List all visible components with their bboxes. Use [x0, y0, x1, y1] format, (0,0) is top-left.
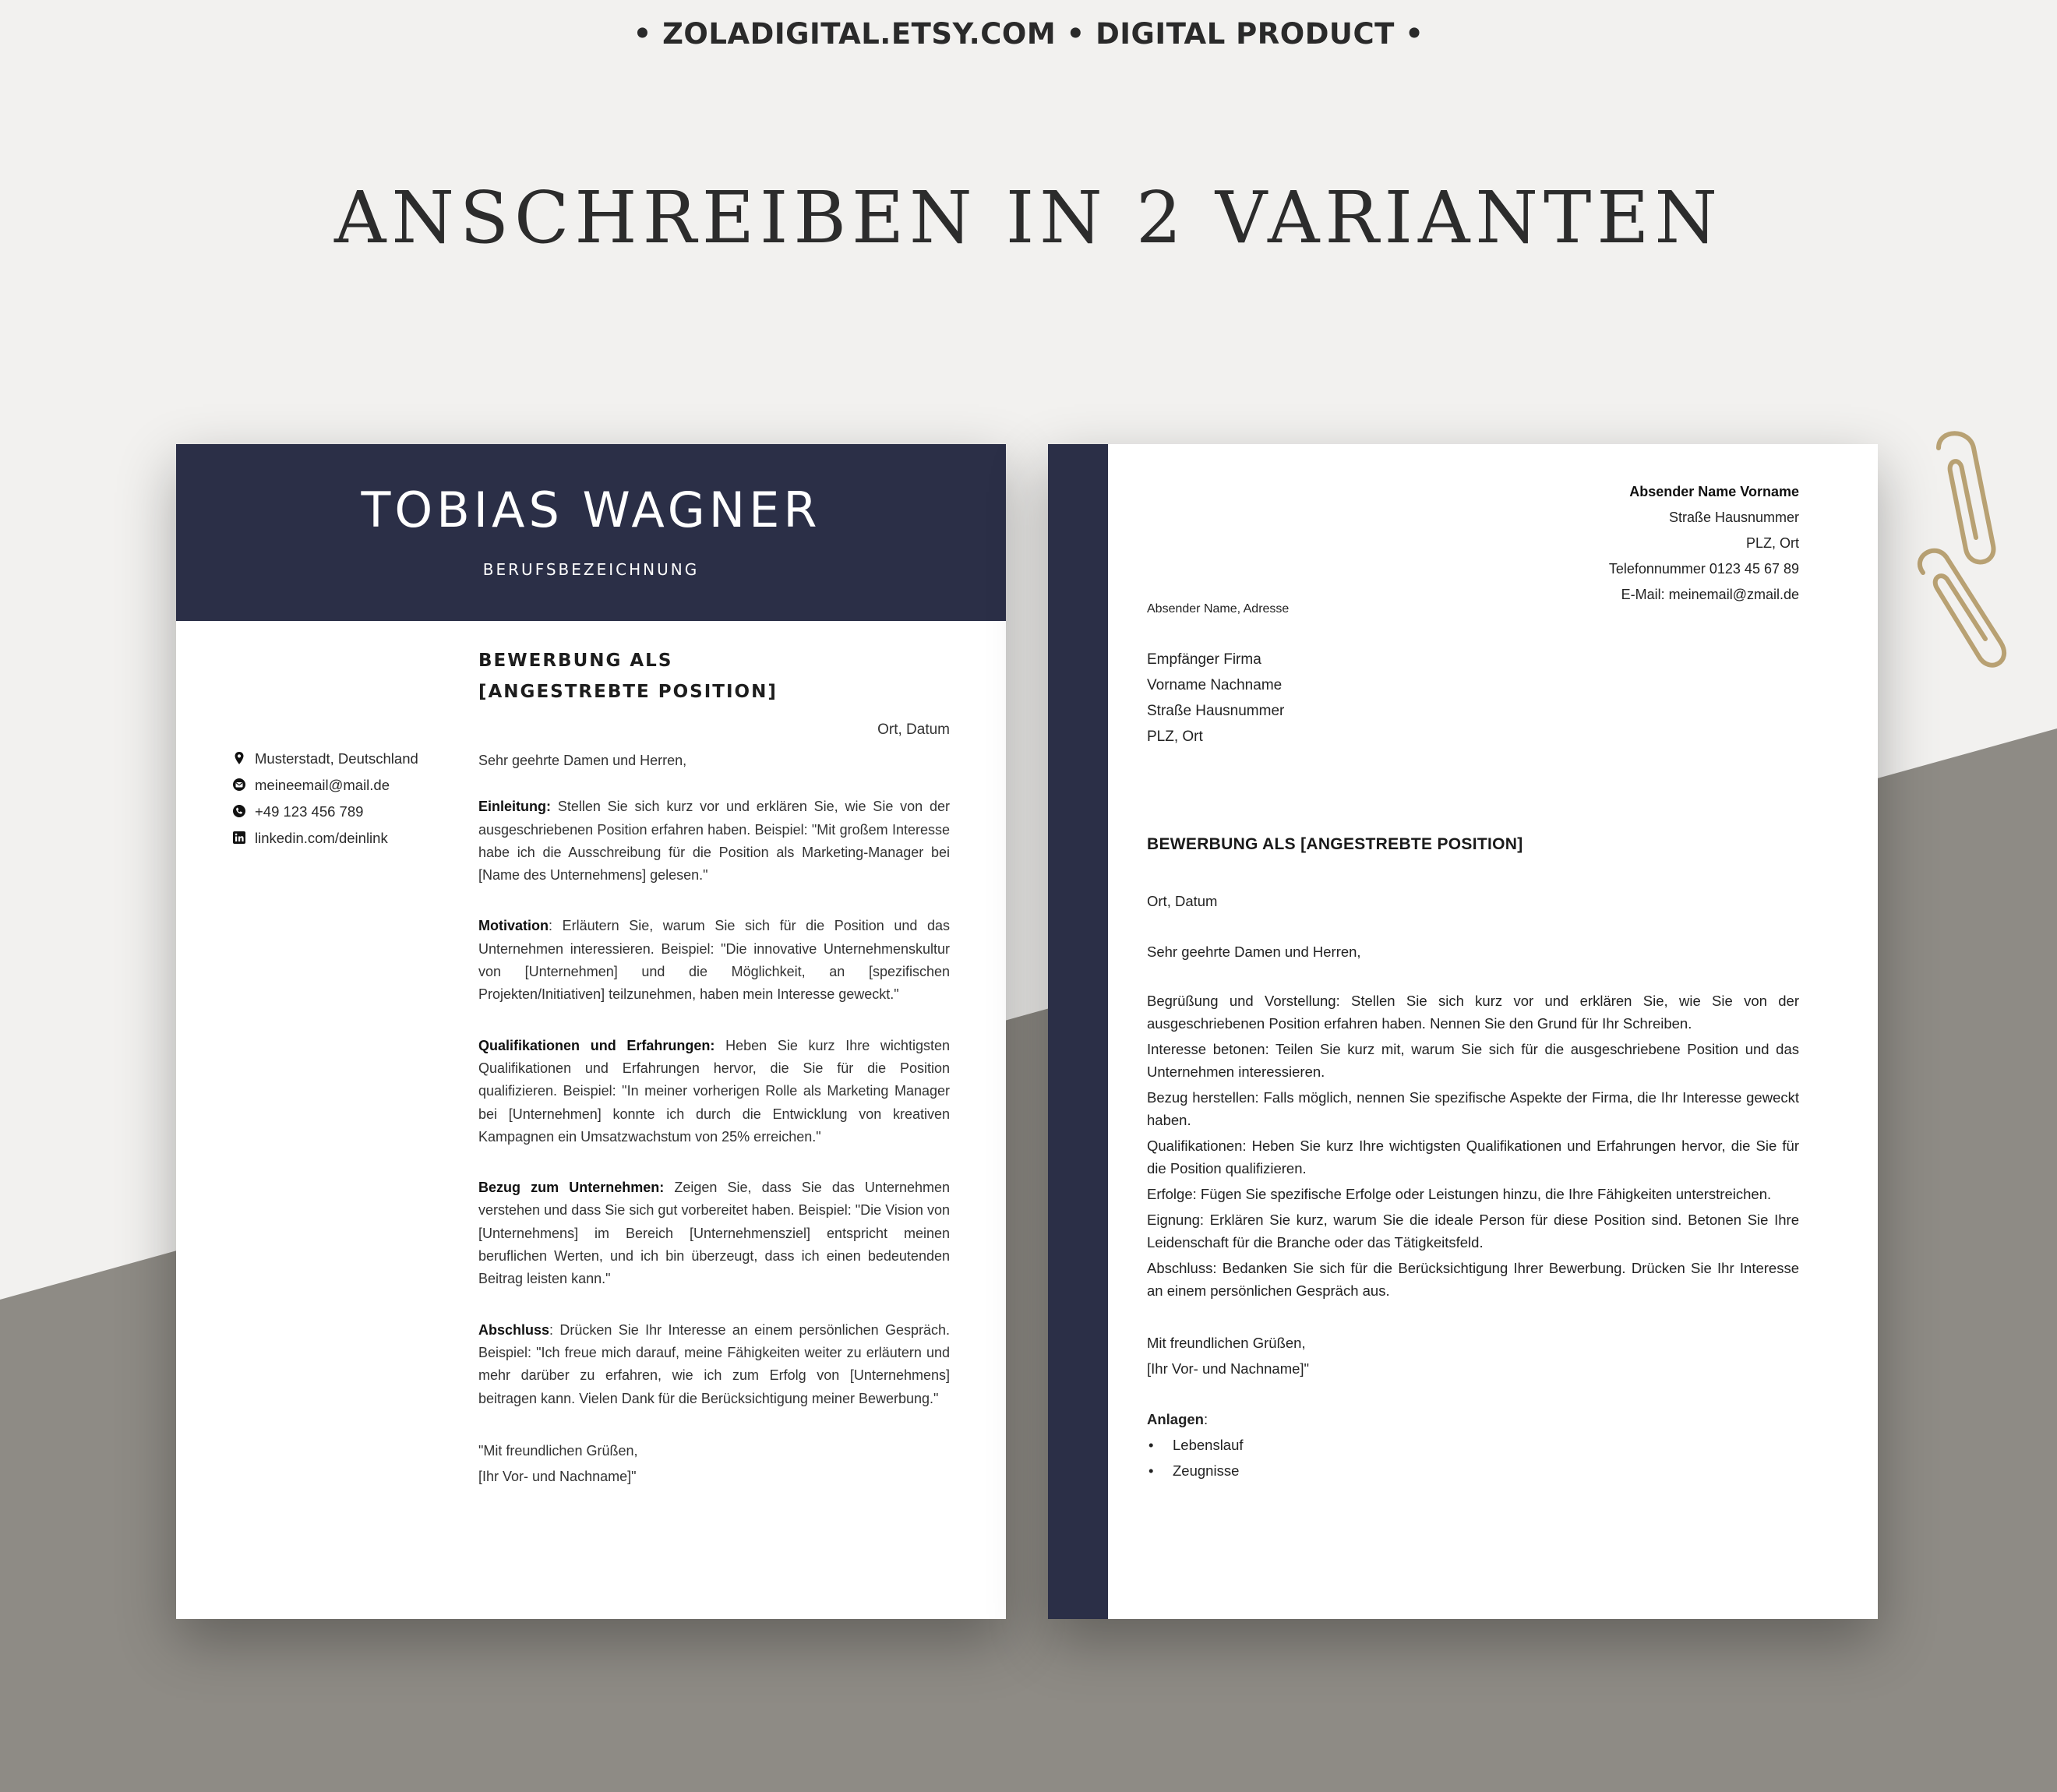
- recipient-street: Straße Hausnummer: [1147, 703, 1285, 719]
- shop-tagline: • ZOLADIGITAL.ETSY.COM • DIGITAL PRODUCT •: [633, 17, 1424, 51]
- sender-city: PLZ, Ort: [1745, 535, 1799, 551]
- contact-linkedin-text: linkedin.com/deinlink: [255, 830, 388, 846]
- paragraph-introduction: Begrüßung und Vorstellung: Stellen Sie sich kurz vor und erklären Sie, wie Sie von der ausgeschriebenen Position erfahren haben. Nennen Sie den Grund für Ihr Schreiben.: [1147, 993, 1799, 1032]
- sender-name: Absender Name Vorname: [1629, 484, 1799, 499]
- paragraph-relation: Bezug herstellen: Falls möglich, nennen Sie spezifische Aspekte der Firma, die Ihr Interesse geweckt haben.: [1147, 1089, 1799, 1128]
- job-title: BERUFSBEZEICHNUNG: [482, 560, 700, 579]
- subject-line-2: [ANGESTREBTE POSITION]: [478, 682, 778, 702]
- linkedin-icon: [232, 831, 246, 845]
- section-heading: Bezug zum Unternehmen:: [478, 1180, 665, 1196]
- attachments-label: [1147, 1406, 1799, 1432]
- greeting: Sehr geehrte Damen und Herren,: [478, 753, 687, 768]
- location-pin-icon: [232, 751, 246, 765]
- section-qualifications: [478, 1035, 950, 1148]
- recipient-block: [1147, 647, 1284, 750]
- paperclip-icons: [1907, 425, 2024, 736]
- side-accent-bar: [1048, 444, 1108, 1619]
- section-text: Zeigen Sie, dass Sie das Unternehmen verstehen und dass Sie sich gut vorbereitet haben. Beispiel: "Die Vision von [Unternehmens] im Bereich [Unternehmensziel] entspricht meinen beruflichen Werten, und ich bin überzeugt, dass ich einen bedeutenden Beitrag leisten kann.": [478, 1180, 950, 1287]
- headline: ANSCHREIBEN IN 2 VARIANTEN: [334, 176, 1723, 259]
- attachments-colon: :: [1203, 1411, 1208, 1427]
- letter-body: [478, 750, 950, 1490]
- subject-heading: [478, 645, 778, 707]
- place-date: Ort, Datum: [1147, 893, 1218, 909]
- paragraph-closing: Abschluss: Bedanken Sie sich für die Berücksichtigung Ihrer Bewerbung. Drücken Sie Ihr Interesse an einem persönlichen Gespräch aus.: [1147, 1260, 1799, 1299]
- section-closing: [478, 1319, 950, 1410]
- section-text: Heben Sie kurz Ihre wichtigsten Qualifikationen und Erfahrungen hervor, die Sie für die Position qualifizieren. Beispiel: "In meiner vorherigen Rolle als Marketing Manager bei [Unternehmen] konnte ich durch die Entwicklung von kreativen Kampagnen ein Umsatzwachstum von 25% erreichen.": [478, 1037, 950, 1145]
- cover-letter-variant-2: [1048, 444, 1878, 1619]
- subject-line-1: BEWERBUNG ALS: [478, 651, 673, 671]
- section-introduction: [478, 795, 950, 887]
- section-motivation: [478, 915, 950, 1006]
- email-icon: [232, 778, 246, 792]
- subject-heading: BEWERBUNG ALS [ANGESTREBTE POSITION]: [1147, 835, 1523, 853]
- signature-placeholder: [Ihr Vor- und Nachname]": [1147, 1360, 1310, 1377]
- phone-icon: [232, 804, 246, 818]
- contact-location-text: Musterstadt, Deutschland: [255, 750, 418, 767]
- cover-letter-variant-1: [176, 444, 1006, 1619]
- section-text: : Erläutern Sie, warum Sie sich für die Position und das Unternehmen interessieren. Beispiel: "Die innovative Unternehmenskultur von [Unternehmen] und die Möglichkeit, an [spezifischen Projekten/Initiativen] teilzunehmen, haben mein Interesse geweckt.": [478, 918, 950, 1003]
- section-heading: Abschluss: [478, 1321, 550, 1338]
- section-text: Stellen Sie sich kurz vor und erklären Sie, wie Sie von der ausgeschriebenen Position erfahren haben. Beispiel: "Mit großem Interesse habe ich die Ausschreibung für die Position als Marketing-Manager bei [Name des Unternehmens] gelesen.": [478, 799, 950, 884]
- recipient-city: PLZ, Ort: [1147, 728, 1203, 745]
- section-heading: Einleitung:: [478, 799, 551, 815]
- paragraph-suitability: Eignung: Erklären Sie kurz, warum Sie die ideale Person für diese Position sind. Betonen Sie Ihre Leidenschaft für die Branche oder das Tätigkeitsfeld.: [1147, 1212, 1799, 1251]
- paragraph-achievements: Erfolge: Fügen Sie spezifische Erfolge oder Leistungen hinzu, die Ihre Fähigkeiten unterstreichen.: [1147, 1186, 1772, 1202]
- applicant-name: TOBIAS WAGNER: [361, 482, 821, 538]
- contact-phone-text: +49 123 456 789: [255, 803, 364, 820]
- section-company-relation: [478, 1176, 950, 1290]
- attachment-item: • Lebenslauf: [1147, 1432, 1799, 1458]
- paragraph-qualifications: Qualifikationen: Heben Sie kurz Ihre wichtigsten Qualifikationen und Erfahrungen hervor, die Sie für die Position qualifizieren.: [1147, 1138, 1799, 1176]
- sender-address-note: Absender Name, Adresse: [1147, 602, 1290, 616]
- signature-placeholder: [Ihr Vor- und Nachname]": [478, 1468, 637, 1484]
- section-heading: Qualifikationen und Erfahrungen:: [478, 1037, 715, 1053]
- sender-email: E-Mail: meinemail@zmail.de: [1621, 587, 1799, 602]
- recipient-company: Empfänger Firma: [1147, 651, 1261, 668]
- sender-phone: Telefonnummer 0123 45 67 89: [1608, 561, 1799, 577]
- attachment-item: • Zeugnisse: [1147, 1458, 1799, 1483]
- closing-phrase: "Mit freundlichen Grüßen,: [478, 1442, 638, 1459]
- section-text: : Drücken Sie Ihr Interesse an einem persönlichen Gespräch. Beispiel: "Ich freue mich darauf, meine Fähigkeiten weiter zu erläutern und mehr darüber zu erfahren, wie ich zum Erfolg von [Unternehmens] beitragen kann. Vielen Dank für die Berücksichtigung meiner Bewerbung.": [478, 1321, 950, 1406]
- letter-body: [1147, 888, 1799, 1483]
- place-date: Ort, Datum: [877, 721, 950, 738]
- attachments-label-text: Anlagen: [1147, 1411, 1204, 1427]
- paragraph-interest: Interesse betonen: Teilen Sie kurz mit, warum Sie sich für die ausgeschriebene Position und das Unternehmen interessieren.: [1147, 1041, 1799, 1080]
- header-banner: [176, 444, 1006, 621]
- greeting: Sehr geehrte Damen und Herren,: [1147, 944, 1361, 960]
- sender-block: [1609, 479, 1799, 608]
- contact-email-text: meineemail@mail.de: [255, 777, 390, 793]
- section-heading: Motivation: [478, 918, 549, 934]
- recipient-name: Vorname Nachname: [1147, 677, 1283, 693]
- closing-phrase: Mit freundlichen Grüßen,: [1147, 1335, 1306, 1351]
- sender-street: Straße Hausnummer: [1668, 510, 1799, 525]
